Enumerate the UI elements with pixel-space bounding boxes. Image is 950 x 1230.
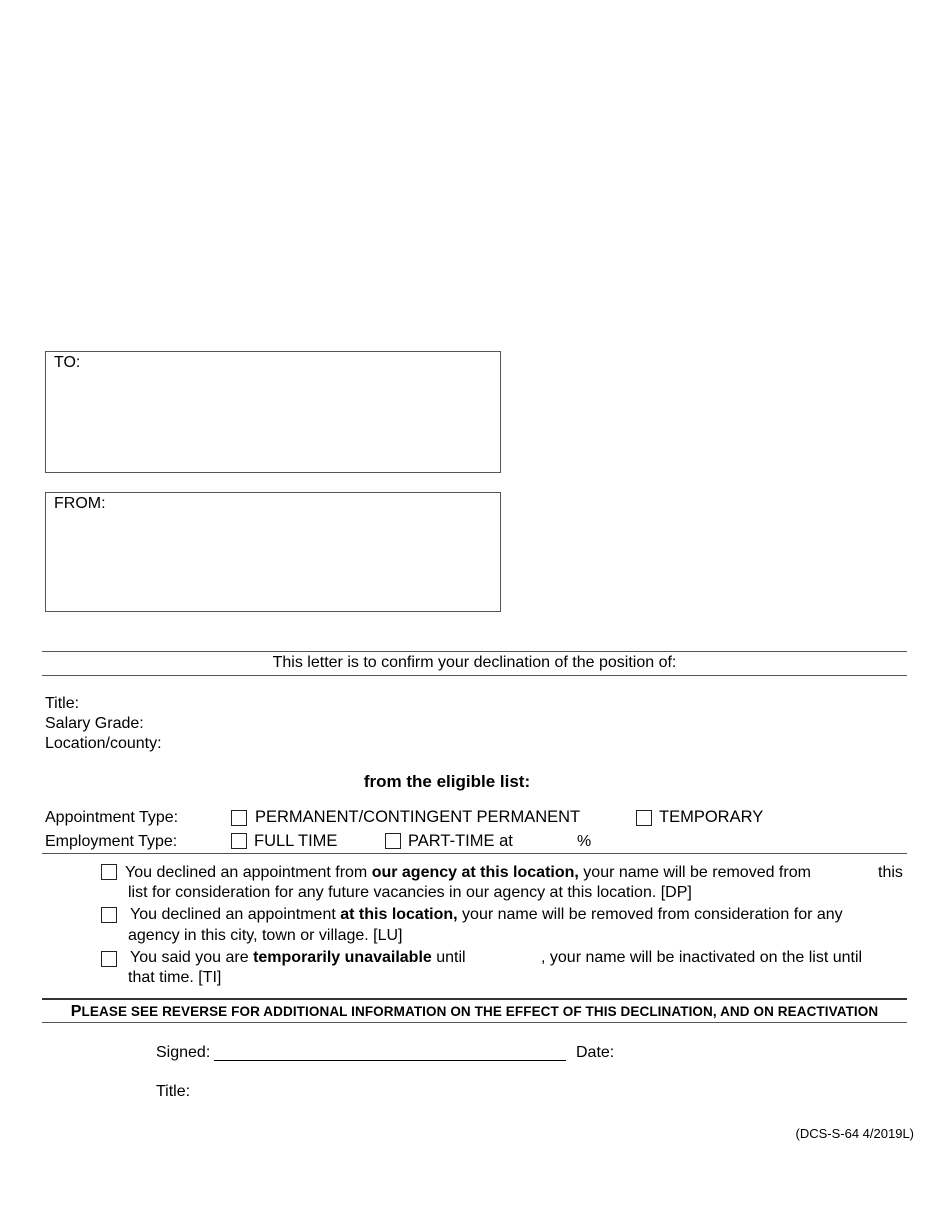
part-time-checkbox[interactable] xyxy=(385,833,401,849)
form-id: (DCS-S-64 4/2019L) xyxy=(795,1126,914,1141)
ti-text-post: until xyxy=(431,949,466,966)
temporarily-unavailable-line2: that time. [TI] xyxy=(128,969,222,986)
confirm-text: This letter is to confirm your declination of the position of: xyxy=(272,654,677,671)
dp-text-bold: our agency at this location, xyxy=(371,864,579,881)
divider-bottom xyxy=(42,675,907,676)
reverse-notice-initial: P xyxy=(70,1003,82,1020)
signer-title-label: Title: xyxy=(156,1083,191,1100)
title-field-label: Title: xyxy=(45,695,80,712)
from-address-box[interactable] xyxy=(45,492,501,612)
divider-top xyxy=(42,651,907,652)
divider-notice-top xyxy=(42,998,907,1000)
reverse-notice-rest: LEASE SEE REVERSE FOR ADDITIONAL INFORMATION ON THE EFFECT OF THIS DECLINATION, AND ON REACTIVATION xyxy=(81,1004,879,1019)
declined-location-checkbox[interactable] xyxy=(101,907,117,923)
divider-notice-bottom xyxy=(42,1022,907,1023)
dp-text-post: your name will be removed from xyxy=(578,864,811,881)
appointment-type-label: Appointment Type: xyxy=(45,809,179,826)
to-address-box[interactable] xyxy=(45,351,501,473)
lu-text-post: your name will be removed from consideration for any xyxy=(457,906,843,923)
temporarily-unavailable-line1-end: , your name will be inactivated on the list until xyxy=(541,949,863,966)
reverse-notice xyxy=(42,1002,907,1022)
employment-type-label: Employment Type: xyxy=(45,833,178,850)
declined-location-line1 xyxy=(130,905,843,925)
date-label: Date: xyxy=(576,1044,615,1061)
ti-text-pre: You said you are xyxy=(130,949,254,966)
location-field-label: Location/county: xyxy=(45,735,162,752)
ti-text-bold: temporarily unavailable xyxy=(253,949,432,966)
full-time-option-label: FULL TIME xyxy=(254,832,338,850)
lu-text-bold: at this location, xyxy=(340,906,458,923)
lu-text-pre: You declined an appointment xyxy=(130,906,341,923)
declined-agency-checkbox[interactable] xyxy=(101,864,117,880)
permanent-checkbox[interactable] xyxy=(231,810,247,826)
from-label: FROM: xyxy=(54,495,106,512)
full-time-checkbox[interactable] xyxy=(231,833,247,849)
declined-agency-tail: this xyxy=(878,864,903,881)
signed-label: Signed: xyxy=(156,1044,211,1061)
dp-text-pre: You declined an appointment from xyxy=(125,864,372,881)
declined-location-line2: agency in this city, town or village. [LU] xyxy=(128,927,403,944)
temporary-checkbox[interactable] xyxy=(636,810,652,826)
declined-agency-line2: list for consideration for any future vacancies in our agency at this location. [DP] xyxy=(128,884,692,901)
signature-line[interactable] xyxy=(214,1060,566,1061)
declined-agency-line1 xyxy=(125,863,811,883)
temporarily-unavailable-checkbox[interactable] xyxy=(101,951,117,967)
salary-grade-field-label: Salary Grade: xyxy=(45,715,144,732)
eligible-list-heading: from the eligible list: xyxy=(363,772,531,791)
temporarily-unavailable-line1 xyxy=(130,948,466,968)
to-label: TO: xyxy=(54,354,81,371)
temporary-option-label: TEMPORARY xyxy=(659,808,764,826)
permanent-option-label: PERMANENT/CONTINGENT PERMANENT xyxy=(255,808,581,826)
percent-sign: % xyxy=(577,833,592,850)
divider-employment xyxy=(42,853,907,854)
part-time-option-label: PART-TIME at xyxy=(408,832,513,850)
